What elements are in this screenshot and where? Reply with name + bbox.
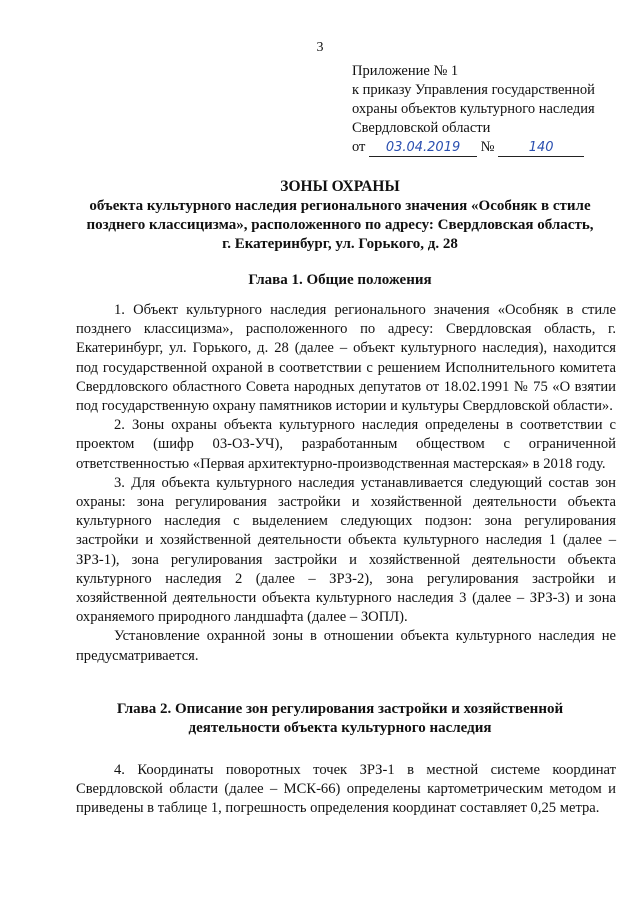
appendix-block — [352, 62, 632, 157]
paragraph-4: Установление охранной зоны в отношении объекта культурного наследия не предусматривается. — [76, 628, 616, 664]
appendix-line-4: Свердловской области — [352, 120, 491, 136]
title-line-1: объекта культурного наследия регионального значения «Особняк в стиле — [89, 198, 591, 214]
paragraph-2: 2. Зоны охраны объекта культурного наследия определены в соответствии с проектом (шифр 03-ОЗ-УЧ), разработанным обществом с ограниченной ответственностью «Первая архитектурно-производственная мастерская» в 2018 году. — [76, 417, 616, 472]
page-number: 3 — [316, 40, 324, 55]
order-date-number-row — [352, 138, 632, 157]
title-line-3: г. Екатеринбург, ул. Горького, д. 28 — [222, 236, 458, 252]
title-line-2: позднего классицизма», расположенного по адресу: Свердловская область, — [86, 217, 594, 233]
chapter-1-body — [76, 301, 616, 666]
order-number-handwritten: 140 — [498, 140, 584, 157]
appendix-line-1: Приложение № 1 — [352, 63, 459, 79]
title-heading: ЗОНЫ ОХРАНЫ — [280, 178, 400, 195]
document-title — [60, 177, 620, 254]
appendix-line-2: к приказу Управления государственной — [352, 82, 595, 98]
paragraph-3: 3. Для объекта культурного наследия устанавливается следующий состав зон охраны: зона регулирования застройки и хозяйственной деятельности объекта культурного наследия с выделением следующих подзон: зона регулирования застройки и хозяйственной деятельности объекта культурного наследия 1 (далее – ЗРЗ-1), зона регулирования застройки и хозяйственной деятельности объекта культурного наследия 2 (далее – ЗРЗ-2), зона регулирования застройки и хозяйственной деятельности объекта культурного наследия 3 (далее – ЗРЗ-3) и зона охраняемого природного ландшафта (далее – ЗОПЛ). — [76, 474, 616, 626]
number-label: № — [480, 139, 495, 155]
paragraph-5: 4. Координаты поворотных точек ЗРЗ-1 в местной системе координат Свердловской области (далее – МСК-66) определены картометрическим методом и приведены в таблице 1, погрешность определения координат составляет 0,25 метра. — [76, 762, 616, 817]
appendix-line-3: охраны объектов культурного наследия — [352, 101, 595, 117]
chapter-2-body — [76, 761, 616, 819]
order-date-handwritten: 03.04.2019 — [369, 140, 477, 157]
chapter-1-heading: Глава 1. Общие положения — [248, 272, 432, 288]
paragraph-1: 1. Объект культурного наследия регионального значения «Особняк в стиле позднего классицизма», расположенного по адресу: Свердловская область, г. Екатеринбург, ул. Горького, д. 28 (далее – объект культурного наследия), находится под государственной охраной в соответствии с решением Исполнительного комитета Свердловского областного Совета народных депутатов от 18.02.1991 № 75 «О взятии под государственную охрану памятников истории и культуры Свердловской области». — [76, 302, 616, 415]
chapter-2-heading-line-2: деятельности объекта культурного наследия — [188, 720, 492, 736]
chapter-2-heading — [60, 700, 620, 738]
from-label: от — [352, 139, 366, 155]
chapter-2-heading-line-1: Глава 2. Описание зон регулирования застройки и хозяйственной — [116, 701, 564, 717]
